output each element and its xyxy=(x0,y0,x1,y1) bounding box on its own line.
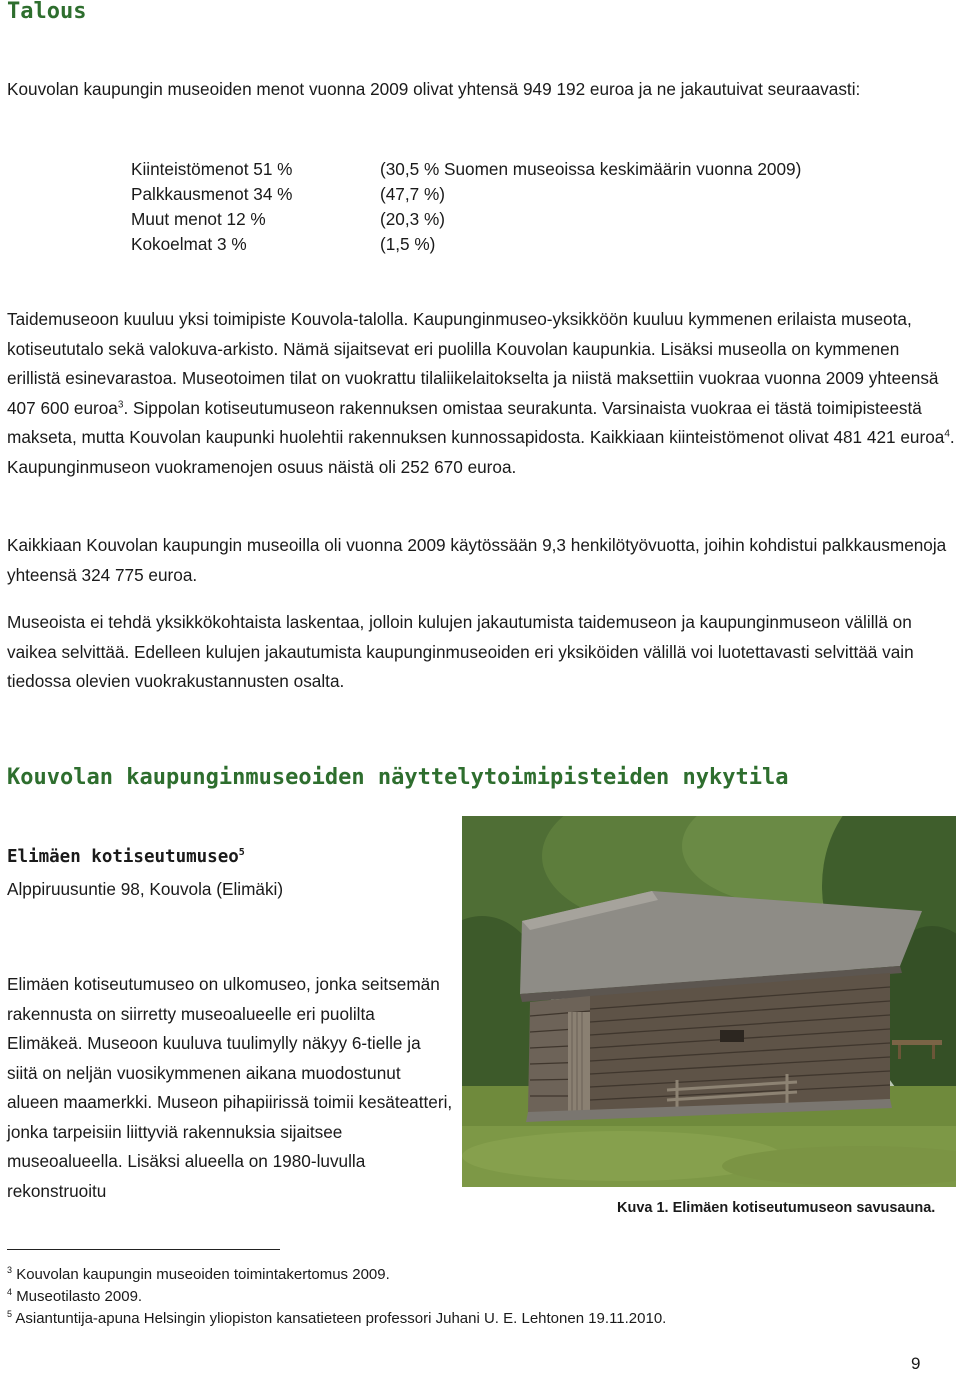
paragraph-text: Taidemuseoon kuuluu yksi toimipiste Kouvola-talolla. Kaupunginmuseo-yksikköön kuuluu kymmenen erilaista museota, kotiseututalo sekä valokuva-arkisto. Nämä sijaitsevat eri puolilla Kouvolan kaupunkia. Lisäksi museolla on kymmenen erillistä esinevarastoa. Museotoimen tilat on vuokrattu tilaliikelaitokselta ja niistä maksettiin vuokraa vuonna 2009 yhteensä 407 600 euroa xyxy=(7,309,939,418)
footnote-number: 3 xyxy=(7,1265,13,1275)
page-number: 9 xyxy=(911,1354,921,1373)
body-paragraph-costs: Museoista ei tehdä yksikkökohtaista laskentaa, jolloin kulujen jakautumista taidemuseon ja kaupunginmuseon välillä on vaikea selvittää. Edelleen kulujen jakautumista kaupunginmuseoiden eri yksiköiden välillä voi luotettavasti selvittää vain tiedossa olevien vuokrakustannusten osalta. xyxy=(7,612,914,691)
section-heading-exhibition-sites: Kouvolan kaupunginmuseoiden näyttelytoimipisteiden nykytila xyxy=(7,765,789,790)
cost-comparison: (47,7 %) xyxy=(380,184,445,204)
body-paragraph-staff: Kaikkiaan Kouvolan kaupungin museoilla oli vuonna 2009 käytössään 9,3 henkilötyövuotta, joihin kohdistui palkkausmenoja yhteensä 324 775 euroa. xyxy=(7,535,947,585)
section-heading-talous: Talous xyxy=(7,0,87,24)
cost-comparison: (30,5 % Suomen museoissa keskimäärin vuonna 2009) xyxy=(380,159,802,179)
cost-label: Muut menot 12 % xyxy=(131,209,266,229)
subsection-heading-elimaki xyxy=(7,847,245,867)
footnote-ref[interactable]: 5 xyxy=(238,847,245,859)
smoke-sauna-image xyxy=(462,816,956,1187)
footnote-text: Asiantuntija-apuna Helsingin yliopiston kansatieteen professori Juhani U. E. Lehtonen 19.11.2010. xyxy=(15,1310,667,1327)
footnote-divider xyxy=(7,1249,280,1250)
intro-paragraph: Kouvolan kaupungin museoiden menot vuonna 2009 olivat yhtensä 949 192 euroa ja ne jakautuivat seuraavasti: xyxy=(7,79,861,99)
museum-photo xyxy=(462,816,956,1187)
cost-label: Palkkausmenot 34 % xyxy=(131,184,293,204)
footnote xyxy=(7,1266,390,1284)
image-caption: Kuva 1. Elimäen kotiseutumuseon savusauna. xyxy=(617,1200,936,1216)
paragraph-text: . Kaupunginmuseon vuokramenojen osuus näistä oli 252 670 euroa. xyxy=(7,427,955,477)
cost-label: Kokoelmat 3 % xyxy=(131,234,247,254)
footnote-number: 4 xyxy=(7,1287,13,1297)
cost-comparison: (1,5 %) xyxy=(380,234,436,254)
body-paragraph-premises xyxy=(7,305,955,482)
cost-label: Kiinteistömenot 51 % xyxy=(131,159,293,179)
footnote-number: 5 xyxy=(7,1309,13,1319)
museum-address: Alppiruusuntie 98, Kouvola (Elimäki) xyxy=(7,879,284,899)
subsection-heading-text: Elimäen kotiseutumuseo xyxy=(7,847,239,867)
footnote xyxy=(7,1288,142,1306)
paragraph-text: . Sippolan kotiseutumuseon rakennuksen omistaa seurakunta. Varsinaista vuokraa ei tästä toimipisteestä makseta, mutta Kouvolan kaupunki huolehtii rakennuksen kunnossapidosta. Kaikkiaan kiinteistömenot olivat 481 421 euroa xyxy=(7,397,945,447)
footnote-text: Museotilasto 2009. xyxy=(16,1288,143,1305)
footnote xyxy=(7,1310,666,1328)
footnote-ref[interactable]: 4 xyxy=(944,428,950,440)
body-paragraph-museum: Elimäen kotiseutumuseo on ulkomuseo, jonka seitsemän rakennusta on siirretty museoalueelle eri puolilta Elimäkeä. Museoon kuuluva tuulimylly näkyy 6-tielle ja siitä on neljän vuosikymmenen aikana muodostunut alueen maamerkki. Museon pihapiirissä toimii kesäteatteri, jonka tarpeisiin liittyviä rakennuksia sijaitsee museoalueella. Lisäksi alueella on 1980-luvulla rekonstruoitu xyxy=(7,974,453,1201)
cost-comparison: (20,3 %) xyxy=(380,209,445,229)
footnote-ref[interactable]: 3 xyxy=(117,398,124,410)
footnote-text: Kouvolan kaupungin museoiden toimintakertomus 2009. xyxy=(16,1266,390,1283)
